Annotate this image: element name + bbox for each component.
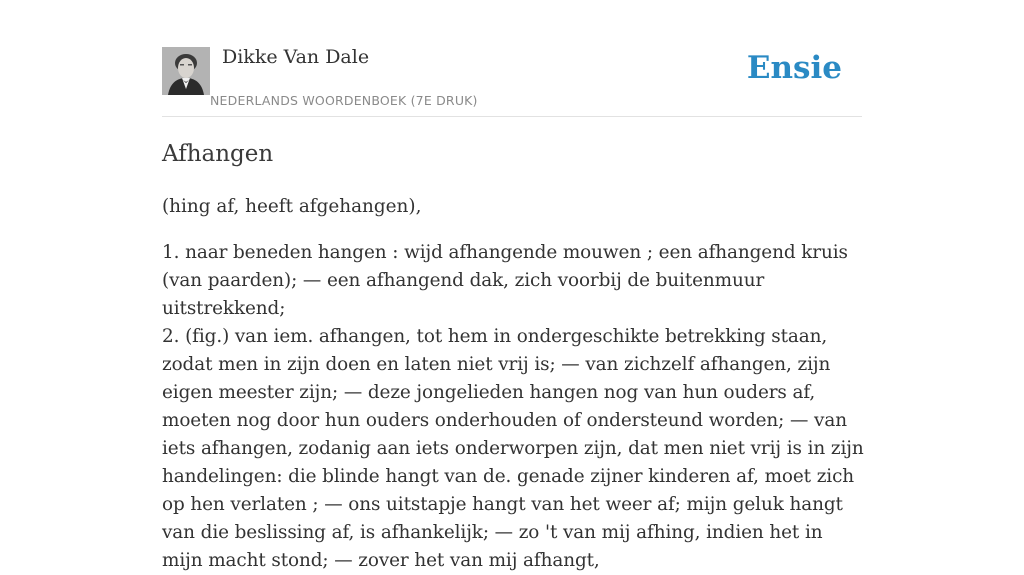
author-avatar[interactable] [162, 47, 210, 95]
page-header [162, 44, 862, 117]
source-label[interactable]: NEDERLANDS WOORDENBOEK (7E DRUK) [210, 93, 478, 108]
portrait-image [162, 47, 210, 95]
entry-term: Afhangen [162, 141, 274, 167]
entry-forms: (hing af, heeft afgehangen), [162, 196, 422, 217]
definition-item-1: 1. naar beneden hangen : wijd afhangende mouwen ; een afhangend kruis (van paarden); — een afhangend dak, zich voorbij de buitenmuur uitstrekkend; [162, 242, 848, 319]
brand-logo[interactable]: Ensie [746, 50, 842, 86]
entry-content [162, 136, 867, 575]
entry-definition [162, 239, 867, 575]
author-name[interactable]: Dikke Van Dale [222, 46, 370, 68]
definition-item-2: 2. (fig.) van iem. afhangen, tot hem in ondergeschikte betrekking staan, zodat men in zijn doen en laten niet vrij is; — van zichzelf afhangen, zijn eigen meester zijn; — deze jongelieden hangen nog van hun ouders af, moeten nog door hun ouders onderhouden of ondersteund worden; — van iets afhangen, zodanig aan iets onderworpen zijn, dat men niet vrij is in zijn handelingen: die blinde hangt van de. genade zijner kinderen af, moet zich op hen verlaten ; — ons uitstapje hangt van het weer af; mijn geluk hangt van die beslissing af, is afhankelijk; — zo 't van mij afhing, indien het in mijn macht stond; — zover het van mij afhangt, [162, 326, 864, 571]
